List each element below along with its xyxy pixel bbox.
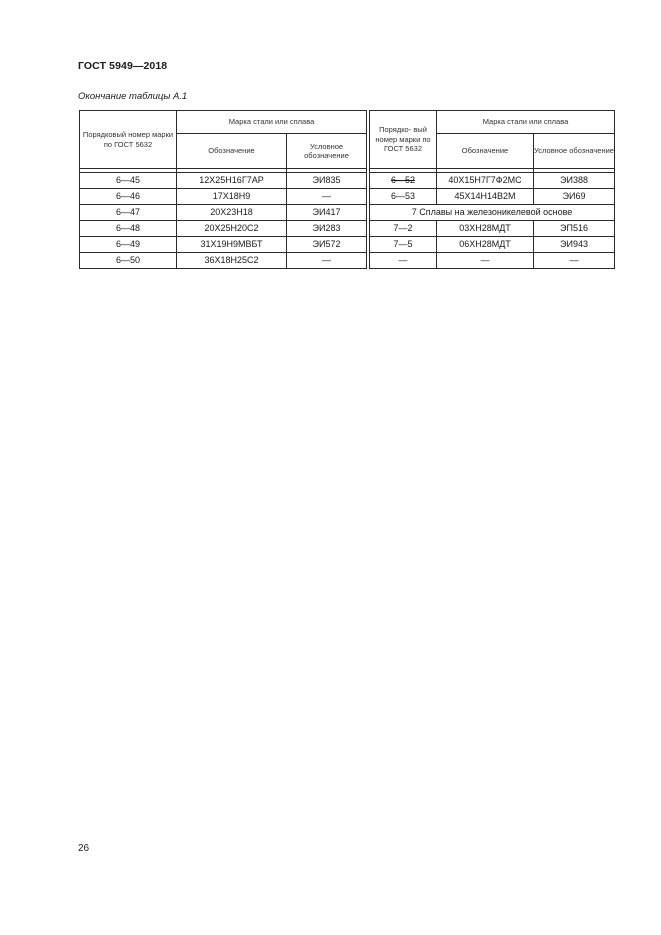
table-row <box>80 189 367 205</box>
cell-conditional: ЭИ283 <box>287 221 367 237</box>
header-grade-group: Марка стали или сплава <box>177 111 367 134</box>
cell-designation: 31Х19Н9МВБТ <box>177 237 287 253</box>
cell-conditional: ЭИ388 <box>534 173 615 189</box>
page-number: 26 <box>78 843 90 854</box>
table-caption: Окончание таблицы А.1 <box>78 91 188 102</box>
cell-conditional: ЭП516 <box>534 221 615 237</box>
cell-number: 6—48 <box>80 221 177 237</box>
table-row <box>370 237 615 253</box>
table-row <box>370 253 615 269</box>
header-conditional: Условное обозначение <box>287 134 367 169</box>
cell-conditional: — <box>534 253 615 269</box>
cell-designation: 06ХН28МДТ <box>437 237 534 253</box>
cell-conditional: ЭИ835 <box>287 173 367 189</box>
cell-conditional: — <box>287 253 367 269</box>
cell-conditional: — <box>287 189 367 205</box>
section-heading: 7 Сплавы на железоникелевой основе <box>370 205 615 221</box>
cell-conditional: ЭИ572 <box>287 237 367 253</box>
cell-designation: 36Х18Н25С2 <box>177 253 287 269</box>
cell-number: — <box>370 253 437 269</box>
header-number: Порядко- вый номер марки по ГОСТ 5632 <box>370 111 437 169</box>
table-left <box>79 110 367 269</box>
cell-number: 6—47 <box>80 205 177 221</box>
cell-number: 6—49 <box>80 237 177 253</box>
table-row <box>80 221 367 237</box>
table-row <box>80 205 367 221</box>
cell-number: 6—53 <box>370 189 437 205</box>
header-conditional: Условное обозначение <box>534 134 615 169</box>
cell-conditional: ЭИ417 <box>287 205 367 221</box>
cell-designation: 45Х14Н14В2М <box>437 189 534 205</box>
table-row <box>370 189 615 205</box>
section-row <box>370 205 615 221</box>
cell-designation: 17Х18Н9 <box>177 189 287 205</box>
cell-number: 7—2 <box>370 221 437 237</box>
cell-number: 6—45 <box>80 173 177 189</box>
header-number: Порядковый номер марки по ГОСТ 5632 <box>80 111 177 169</box>
cell-conditional: ЭИ69 <box>534 189 615 205</box>
cell-designation: — <box>437 253 534 269</box>
header-designation: Обозначение <box>177 134 287 169</box>
table-row <box>80 173 367 189</box>
cell-conditional: ЭИ943 <box>534 237 615 253</box>
cell-number: 7—5 <box>370 237 437 253</box>
cell-designation: 40Х15Н7Г7Ф2МС <box>437 173 534 189</box>
table-right <box>369 110 615 269</box>
cell-designation: 03ХН28МДТ <box>437 221 534 237</box>
cell-number: 6—52 <box>370 173 437 189</box>
document-header: ГОСТ 5949—2018 <box>78 60 168 72</box>
table-row <box>370 221 615 237</box>
cell-designation: 12Х25Н16Г7АР <box>177 173 287 189</box>
cell-designation: 20Х25Н20С2 <box>177 221 287 237</box>
cell-number: 6—46 <box>80 189 177 205</box>
table-row <box>370 173 615 189</box>
header-designation: Обозначение <box>437 134 534 169</box>
table-row <box>80 253 367 269</box>
header-grade-group: Марка стали или сплава <box>437 111 615 134</box>
cell-number: 6—50 <box>80 253 177 269</box>
table-row <box>80 237 367 253</box>
cell-designation: 20Х23Н18 <box>177 205 287 221</box>
